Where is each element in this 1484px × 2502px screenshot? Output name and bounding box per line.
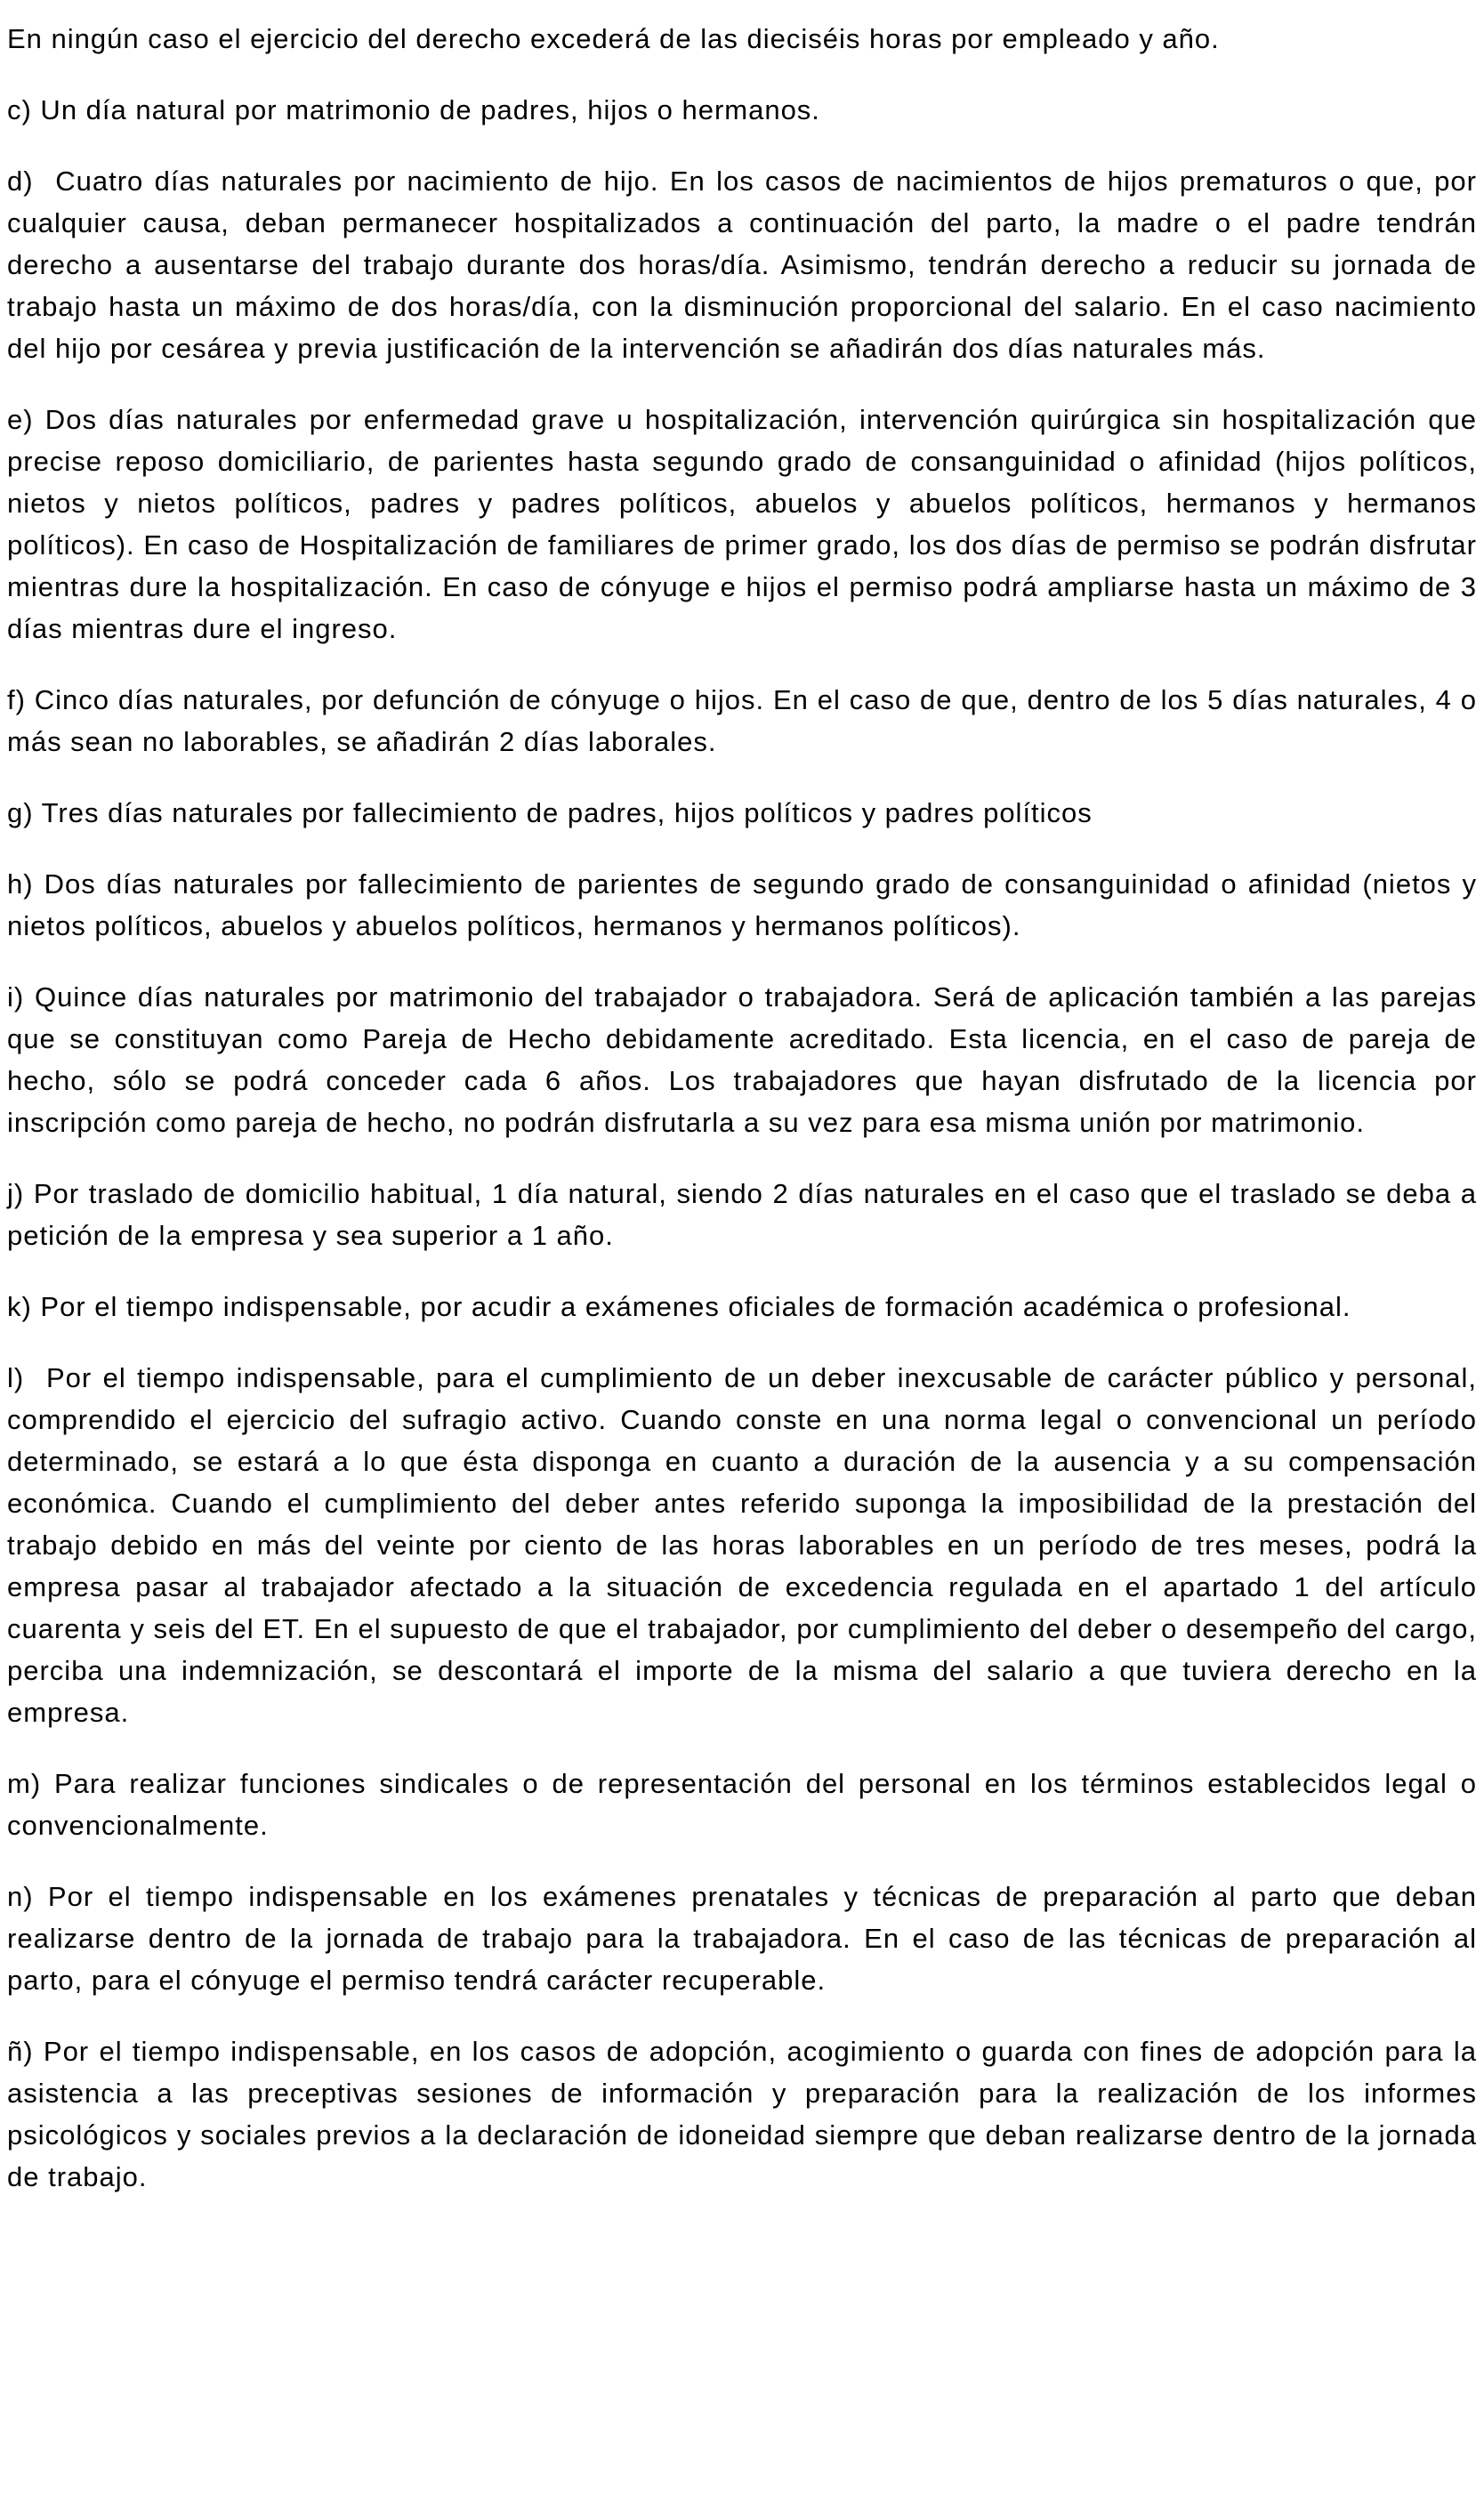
paragraph-intro: En ningún caso el ejercicio del derecho excederá de las dieciséis horas por empleado y año. [7,23,1220,54]
paragraph-n: n) Por el tiempo indispensable en los exámenes prenatales y técnicas de preparación al parto que deban realizarse dentro de la jornada de trabajo para la trabajadora. En el caso de las técnicas de preparación al parto, para el cónyuge el permiso tendrá carácter recuperable. [7,1881,1477,1996]
paragraph-e: e) Dos días naturales por enfermedad grave u hospitalización, intervención quirúrgica sin hospitalización que precise reposo domiciliario, de parientes hasta segundo grado de consanguinidad o afinidad (hijos políticos, nietos y nietos políticos, padres y padres políticos, abuelos y abuelos políticos, hermanos y hermanos políticos). En caso de Hospitalización de familiares de primer grado, los dos días de permiso se podrán disfrutar mientras dure la hospitalización. En caso de cónyuge e hijos el permiso podrá ampliarse hasta un máximo de 3 días mientras dure el ingreso. [7,404,1477,644]
paragraph-f: f) Cinco días naturales, por defunción de cónyuge o hijos. En el caso de que, dentro de los 5 días naturales, 4 o más sean no laborables, se añadirán 2 días laborales. [7,684,1477,757]
paragraph-i: i) Quince días naturales por matrimonio del trabajador o trabajadora. Será de aplicación también a las parejas que se constituyan como Pareja de Hecho debidamente acreditado. Esta licencia, en el caso de pareja de hecho, sólo se podrá conceder cada 6 años. Los trabajadores que hayan disfrutado de la licencia por inscripción como pareja de hecho, no podrán disfrutarla a su vez para esa misma unión por matrimonio. [7,981,1477,1138]
paragraph-c: c) Un día natural por matrimonio de padres, hijos o hermanos. [7,94,820,125]
paragraph-d: d) Cuatro días naturales por nacimiento de hijo. En los casos de nacimientos de hijos prematuros o que, por cualquier causa, deban permanecer hospitalizados a continuación del parto, la madre o el padre tendrán derecho a ausentarse del trabajo durante dos horas/día. Asimismo, tendrán derecho a reducir su jornada de trabajo hasta un máximo de dos horas/día, con la disminución proporcional del salario. En el caso nacimiento del hijo por cesárea y previa justificación de la intervención se añadirán dos días naturales más. [7,165,1477,364]
paragraph-k: k) Por el tiempo indispensable, por acudir a exámenes oficiales de formación académica o profesional. [7,1291,1351,1322]
paragraph-l: l) Por el tiempo indispensable, para el cumplimiento de un deber inexcusable de carácter público y personal, comprendido el ejercicio del sufragio activo. Cuando conste en una norma legal o convencional un período determinado, se estará a lo que ésta disponga en cuanto a duración de la ausencia y a su compensación económica. Cuando el cumplimiento del deber antes referido suponga la imposibilidad de la prestación del trabajo debido en más del veinte por ciento de las horas laborables en un período de tres meses, podrá la empresa pasar al trabajador afectado a la situación de excedencia regulada en el apartado 1 del artículo cuarenta y seis del ET. En el supuesto de que el trabajador, por cumplimiento del deber o desempeño del cargo, perciba una indemnización, se descontará el importe de la misma del salario a que tuviera derecho en la empresa. [7,1362,1477,1728]
paragraph-ntilde: ñ) Por el tiempo indispensable, en los casos de adopción, acogimiento o guarda con fines de adopción para la asistencia a las preceptivas sesiones de información y preparación para la realización de los informes psicológicos y sociales previos a la declaración de idoneidad siempre que deban realizarse dentro de la jornada de trabajo. [7,2036,1477,2192]
paragraph-g: g) Tres días naturales por fallecimiento de padres, hijos políticos y padres políticos [7,797,1093,828]
paragraph-m: m) Para realizar funciones sindicales o de representación del personal en los términos establecidos legal o convencionalmente. [7,1768,1477,1841]
paragraph-j: j) Por traslado de domicilio habitual, 1 día natural, siendo 2 días naturales en el caso que el traslado se deba a petición de la empresa y sea superior a 1 año. [7,1178,1477,1251]
paragraph-h: h) Dos días naturales por fallecimiento de parientes de segundo grado de consanguinidad o afinidad (nietos y nietos políticos, abuelos y abuelos políticos, hermanos y hermanos políticos). [7,868,1477,941]
